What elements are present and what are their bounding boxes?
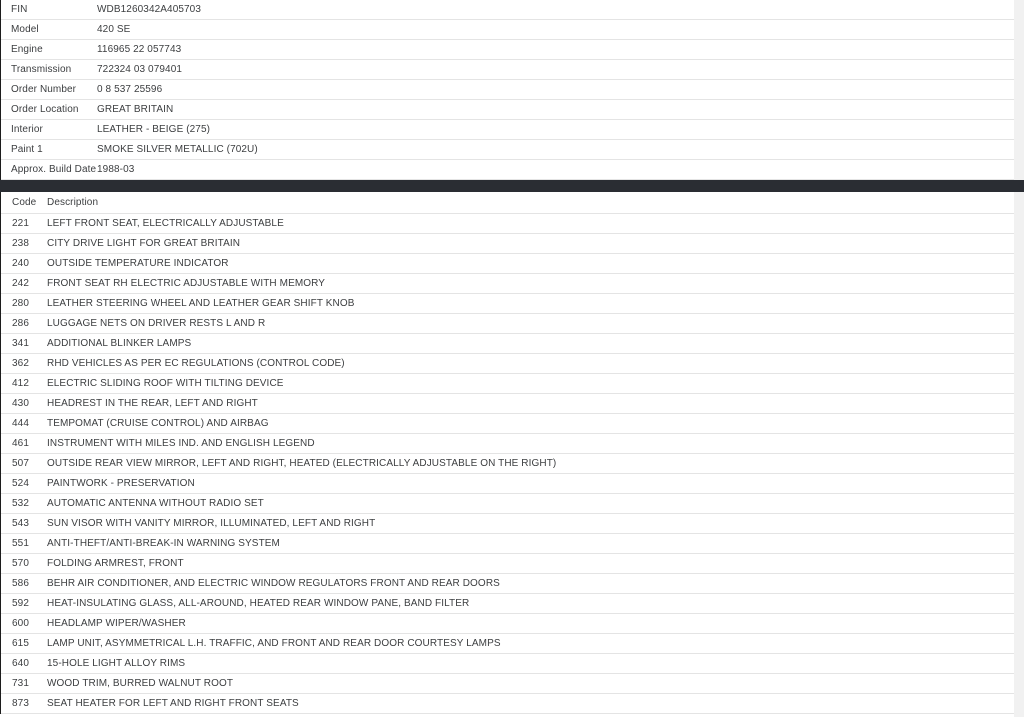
vehicle-info-table (1, 0, 1014, 180)
option-code-cell: 286 (1, 314, 47, 334)
option-code-row (1, 694, 1014, 714)
option-code-cell: 461 (1, 434, 47, 454)
info-row-value: 722324 03 079401 (97, 60, 1014, 80)
option-description-cell: INSTRUMENT WITH MILES IND. AND ENGLISH LEGEND (47, 434, 1014, 454)
option-code-row (1, 454, 1014, 474)
option-code-cell: 507 (1, 454, 47, 474)
option-code-row (1, 614, 1014, 634)
option-description-cell: BEHR AIR CONDITIONER, AND ELECTRIC WINDOW REGULATORS FRONT AND REAR DOORS (47, 574, 1014, 594)
info-row-value: WDB1260342A405703 (97, 0, 1014, 20)
option-code-cell: 524 (1, 474, 47, 494)
option-code-row (1, 234, 1014, 254)
vehicle-info-row (1, 100, 1014, 120)
option-description-cell: HEAT-INSULATING GLASS, ALL-AROUND, HEATED REAR WINDOW PANE, BAND FILTER (47, 594, 1014, 614)
option-code-cell: 444 (1, 414, 47, 434)
option-code-cell: 341 (1, 334, 47, 354)
option-description-cell: TEMPOMAT (CRUISE CONTROL) AND AIRBAG (47, 414, 1014, 434)
option-description-cell: PAINTWORK - PRESERVATION (47, 474, 1014, 494)
option-code-cell: 532 (1, 494, 47, 514)
option-description-cell: OUTSIDE TEMPERATURE INDICATOR (47, 254, 1014, 274)
description-column-header: Description (47, 192, 1014, 214)
option-code-cell: 543 (1, 514, 47, 534)
option-description-cell: LUGGAGE NETS ON DRIVER RESTS L AND R (47, 314, 1014, 334)
vehicle-info-row (1, 60, 1014, 80)
info-row-value: 116965 22 057743 (97, 40, 1014, 60)
option-code-cell: 242 (1, 274, 47, 294)
option-codes-table (1, 192, 1014, 714)
option-code-cell: 430 (1, 394, 47, 414)
option-code-row (1, 334, 1014, 354)
option-code-cell: 586 (1, 574, 47, 594)
option-code-row (1, 254, 1014, 274)
option-code-row (1, 294, 1014, 314)
option-code-row (1, 634, 1014, 654)
vehicle-info-row (1, 40, 1014, 60)
option-code-cell: 873 (1, 694, 47, 714)
info-row-label: Order Location (1, 100, 97, 120)
info-row-label: Engine (1, 40, 97, 60)
option-code-cell: 592 (1, 594, 47, 614)
code-column-header: Code (1, 192, 47, 214)
info-row-value: SMOKE SILVER METALLIC (702U) (97, 140, 1014, 160)
option-description-cell: ADDITIONAL BLINKER LAMPS (47, 334, 1014, 354)
info-row-label: FIN (1, 0, 97, 20)
option-description-cell: SEAT HEATER FOR LEFT AND RIGHT FRONT SEATS (47, 694, 1014, 714)
vehicle-info-section (0, 0, 1014, 180)
option-code-row (1, 574, 1014, 594)
option-description-cell: AUTOMATIC ANTENNA WITHOUT RADIO SET (47, 494, 1014, 514)
option-description-cell: CITY DRIVE LIGHT FOR GREAT BRITAIN (47, 234, 1014, 254)
option-code-row (1, 474, 1014, 494)
option-code-cell: 570 (1, 554, 47, 574)
section-divider-bar (0, 180, 1024, 192)
option-code-row (1, 274, 1014, 294)
option-code-row (1, 374, 1014, 394)
option-description-cell: ELECTRIC SLIDING ROOF WITH TILTING DEVICE (47, 374, 1014, 394)
vehicle-info-row (1, 80, 1014, 100)
option-code-row (1, 354, 1014, 374)
option-code-row (1, 594, 1014, 614)
option-code-row (1, 494, 1014, 514)
option-code-row (1, 394, 1014, 414)
option-description-cell: SUN VISOR WITH VANITY MIRROR, ILLUMINATED, LEFT AND RIGHT (47, 514, 1014, 534)
option-code-cell: 600 (1, 614, 47, 634)
option-code-row (1, 654, 1014, 674)
option-description-cell: ANTI-THEFT/ANTI-BREAK-IN WARNING SYSTEM (47, 534, 1014, 554)
option-description-cell: LAMP UNIT, ASYMMETRICAL L.H. TRAFFIC, AND FRONT AND REAR DOOR COURTESY LAMPS (47, 634, 1014, 654)
option-code-row (1, 674, 1014, 694)
option-description-cell: HEADLAMP WIPER/WASHER (47, 614, 1014, 634)
option-code-cell: 238 (1, 234, 47, 254)
info-row-value: 0 8 537 25596 (97, 80, 1014, 100)
option-code-cell: 240 (1, 254, 47, 274)
vehicle-info-row (1, 120, 1014, 140)
info-row-label: Transmission (1, 60, 97, 80)
option-description-cell: 15-HOLE LIGHT ALLOY RIMS (47, 654, 1014, 674)
vehicle-info-row (1, 20, 1014, 40)
option-description-cell: RHD VEHICLES AS PER EC REGULATIONS (CONTROL CODE) (47, 354, 1014, 374)
info-row-value: LEATHER - BEIGE (275) (97, 120, 1014, 140)
info-row-label: Paint 1 (1, 140, 97, 160)
option-description-cell: LEATHER STEERING WHEEL AND LEATHER GEAR SHIFT KNOB (47, 294, 1014, 314)
option-code-cell: 221 (1, 214, 47, 234)
option-code-cell: 280 (1, 294, 47, 314)
option-code-cell: 731 (1, 674, 47, 694)
info-row-label: Order Number (1, 80, 97, 100)
scrollbar-track[interactable] (1014, 0, 1024, 717)
option-code-row (1, 534, 1014, 554)
option-code-row (1, 554, 1014, 574)
info-row-value: 1988-03 (97, 160, 1014, 180)
option-description-cell: FRONT SEAT RH ELECTRIC ADJUSTABLE WITH MEMORY (47, 274, 1014, 294)
option-code-cell: 615 (1, 634, 47, 654)
options-header-row (1, 192, 1014, 214)
option-code-cell: 412 (1, 374, 47, 394)
info-row-value: GREAT BRITAIN (97, 100, 1014, 120)
info-row-label: Interior (1, 120, 97, 140)
option-code-row (1, 514, 1014, 534)
option-codes-section (0, 192, 1014, 714)
option-code-cell: 640 (1, 654, 47, 674)
option-code-cell: 551 (1, 534, 47, 554)
info-row-label: Model (1, 20, 97, 40)
info-row-label: Approx. Build Date (1, 160, 97, 180)
option-description-cell: FOLDING ARMREST, FRONT (47, 554, 1014, 574)
vehicle-info-row (1, 0, 1014, 20)
option-code-row (1, 414, 1014, 434)
vehicle-info-row (1, 140, 1014, 160)
option-description-cell: LEFT FRONT SEAT, ELECTRICALLY ADJUSTABLE (47, 214, 1014, 234)
option-code-cell: 362 (1, 354, 47, 374)
vehicle-info-row (1, 160, 1014, 180)
option-description-cell: WOOD TRIM, BURRED WALNUT ROOT (47, 674, 1014, 694)
option-code-row (1, 314, 1014, 334)
option-description-cell: OUTSIDE REAR VIEW MIRROR, LEFT AND RIGHT, HEATED (ELECTRICALLY ADJUSTABLE ON THE RIGHT) (47, 454, 1014, 474)
option-code-row (1, 214, 1014, 234)
option-description-cell: HEADREST IN THE REAR, LEFT AND RIGHT (47, 394, 1014, 414)
info-row-value: 420 SE (97, 20, 1014, 40)
option-code-row (1, 434, 1014, 454)
